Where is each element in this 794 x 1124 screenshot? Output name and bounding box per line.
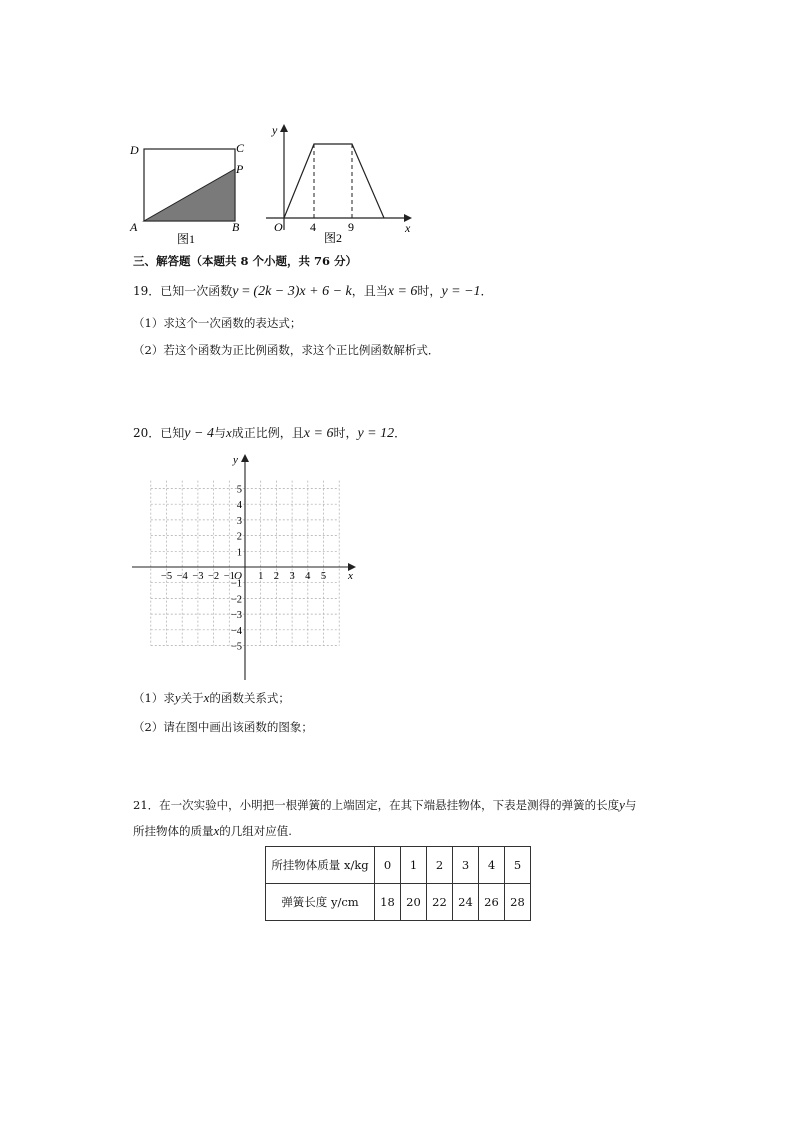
q19-part-2: （2）若这个函数为正比例函数，求这个正比例函数解析式．: [133, 343, 440, 357]
grid-tick-label: −3: [192, 571, 204, 582]
q21-text-2b: 的几组对应值.: [219, 824, 292, 838]
q19-number: 19．: [133, 284, 161, 298]
q21-line-2: [133, 823, 292, 839]
q21-line-1: [133, 797, 636, 813]
q19-eq-y: y: [232, 284, 239, 299]
q19-lead: 已知一次函数: [160, 284, 233, 298]
q20-mid2: 成正比例，且: [231, 426, 304, 440]
q20-lead: 已知: [160, 426, 185, 440]
q20-x: x: [225, 425, 232, 440]
q19-eq-body: (2k − 3)x + 6 − k: [253, 284, 352, 299]
table-cell: 0: [375, 847, 401, 884]
q19-eq-eq: =: [238, 284, 254, 299]
q20-part1-b: 关于: [180, 691, 204, 705]
grid-y-axis-arrow: [241, 454, 249, 462]
q19-mid2: 时，: [417, 284, 442, 298]
table-cell: 18: [375, 884, 401, 921]
question-20: [133, 425, 406, 442]
table-cell: 5: [505, 847, 531, 884]
length-label-cell: 弹簧长度 y/cm: [266, 884, 375, 921]
q21-text-1: 在一次实验中，小明把一根弹簧的上端固定，在其下端悬挂物体，下表是测得的弹簧的长度: [159, 798, 620, 812]
table-cell: 20: [401, 884, 427, 921]
question-19: [133, 283, 493, 300]
table-cell: 3: [453, 847, 479, 884]
q20-result: y = 12: [357, 426, 395, 441]
grid-tick-label: 3: [289, 571, 295, 582]
q20-part1-c: 的函数关系式；: [209, 691, 290, 705]
table-cell: 2: [427, 847, 453, 884]
table-cell: 28: [505, 884, 531, 921]
q21-number: 21．: [133, 798, 160, 812]
grid-tick-label: 1: [258, 571, 264, 582]
grid-tick-label: 2: [236, 531, 242, 543]
grid-tick-label: 1: [236, 547, 242, 559]
y-axis-label: y: [272, 123, 278, 137]
q20-mid: 与: [213, 426, 226, 440]
figure-2-graph: [262, 120, 422, 248]
grid-tick-label: 3: [236, 515, 242, 527]
q21-x: x: [213, 823, 220, 838]
origin-label: O: [274, 220, 283, 234]
q20-part1-y: y: [174, 690, 181, 705]
q19-mid: ，且当: [351, 284, 388, 298]
section-3-heading: 三、解答题（本题共 8 个小题，共 76 分）: [133, 254, 358, 268]
q20-cond: x = 6: [303, 426, 334, 441]
fig1-caption: 图1: [177, 232, 196, 246]
q19-result: y = −1: [441, 284, 481, 299]
label-c: C: [236, 141, 245, 155]
table-row-mass: [266, 847, 531, 884]
q20-part-2: （2）请在图中画出该函数的图象；: [133, 720, 313, 734]
grid-tick-label: −1: [223, 571, 235, 582]
q20-expr: y − 4: [184, 426, 214, 441]
grid-origin: O: [234, 570, 242, 582]
fig2-caption: 图2: [324, 231, 343, 245]
grid-x-label: x: [348, 570, 353, 582]
q20-part-1: [133, 690, 290, 706]
q20-mid3: 时，: [333, 426, 358, 440]
grid-tick-label: 2: [273, 571, 280, 582]
table-row-length: [266, 884, 531, 921]
coordinate-grid[interactable]: [130, 450, 370, 685]
q21-text-2a: 所挂物体的质量: [133, 824, 214, 838]
grid-tick-label: 4: [236, 500, 242, 512]
x-axis-label: x: [405, 221, 411, 235]
label-b: B: [232, 220, 240, 234]
q21-y: y: [619, 797, 625, 812]
grid-tick-label: 5: [236, 484, 242, 496]
q19-part-1: （1）求这个一次函数的表达式；: [133, 316, 302, 330]
grid-tick-label: 5: [320, 571, 327, 582]
trapezoid-graph: [284, 144, 384, 218]
grid-tick-label: −1: [230, 578, 242, 590]
grid-tick-label: −3: [230, 610, 242, 622]
table-cell: 26: [479, 884, 505, 921]
table-cell: 24: [453, 884, 479, 921]
tick-9: 9: [348, 220, 354, 234]
grid-tick-label: −4: [230, 625, 242, 637]
q19-end: ．: [480, 284, 493, 298]
label-p: P: [236, 162, 244, 176]
label-d: D: [130, 143, 139, 157]
figure-1-rectangle: [125, 138, 255, 248]
grid-tick-label: −2: [208, 571, 220, 582]
grid-tick-label: −2: [230, 594, 242, 606]
q20-number: 20．: [133, 426, 161, 440]
grid-tick-labels: [161, 485, 326, 653]
mass-label-cell: 所挂物体质量 x/kg: [266, 847, 375, 884]
tick-4: 4: [310, 220, 316, 234]
grid-tick-label: −5: [160, 571, 173, 582]
grid-tick-label: −5: [230, 641, 242, 653]
grid-tick-label: −4: [176, 571, 188, 582]
grid-tick-label: 4: [305, 571, 311, 582]
table-cell: 4: [479, 847, 505, 884]
y-axis-arrow: [280, 124, 288, 132]
grid-y-label: y: [233, 454, 238, 466]
q19-cond: x = 6: [387, 284, 418, 299]
q20-part1-a: （1）求: [133, 691, 175, 705]
spring-data-table: [265, 846, 531, 921]
label-a: A: [130, 220, 138, 234]
q21-text-1-end: 与: [624, 798, 637, 812]
table-cell: 1: [401, 847, 427, 884]
q20-end: ．: [394, 426, 407, 440]
table-cell: 22: [427, 884, 453, 921]
q20-part1-x: x: [203, 690, 210, 705]
shaded-triangle-abp: [144, 169, 235, 221]
